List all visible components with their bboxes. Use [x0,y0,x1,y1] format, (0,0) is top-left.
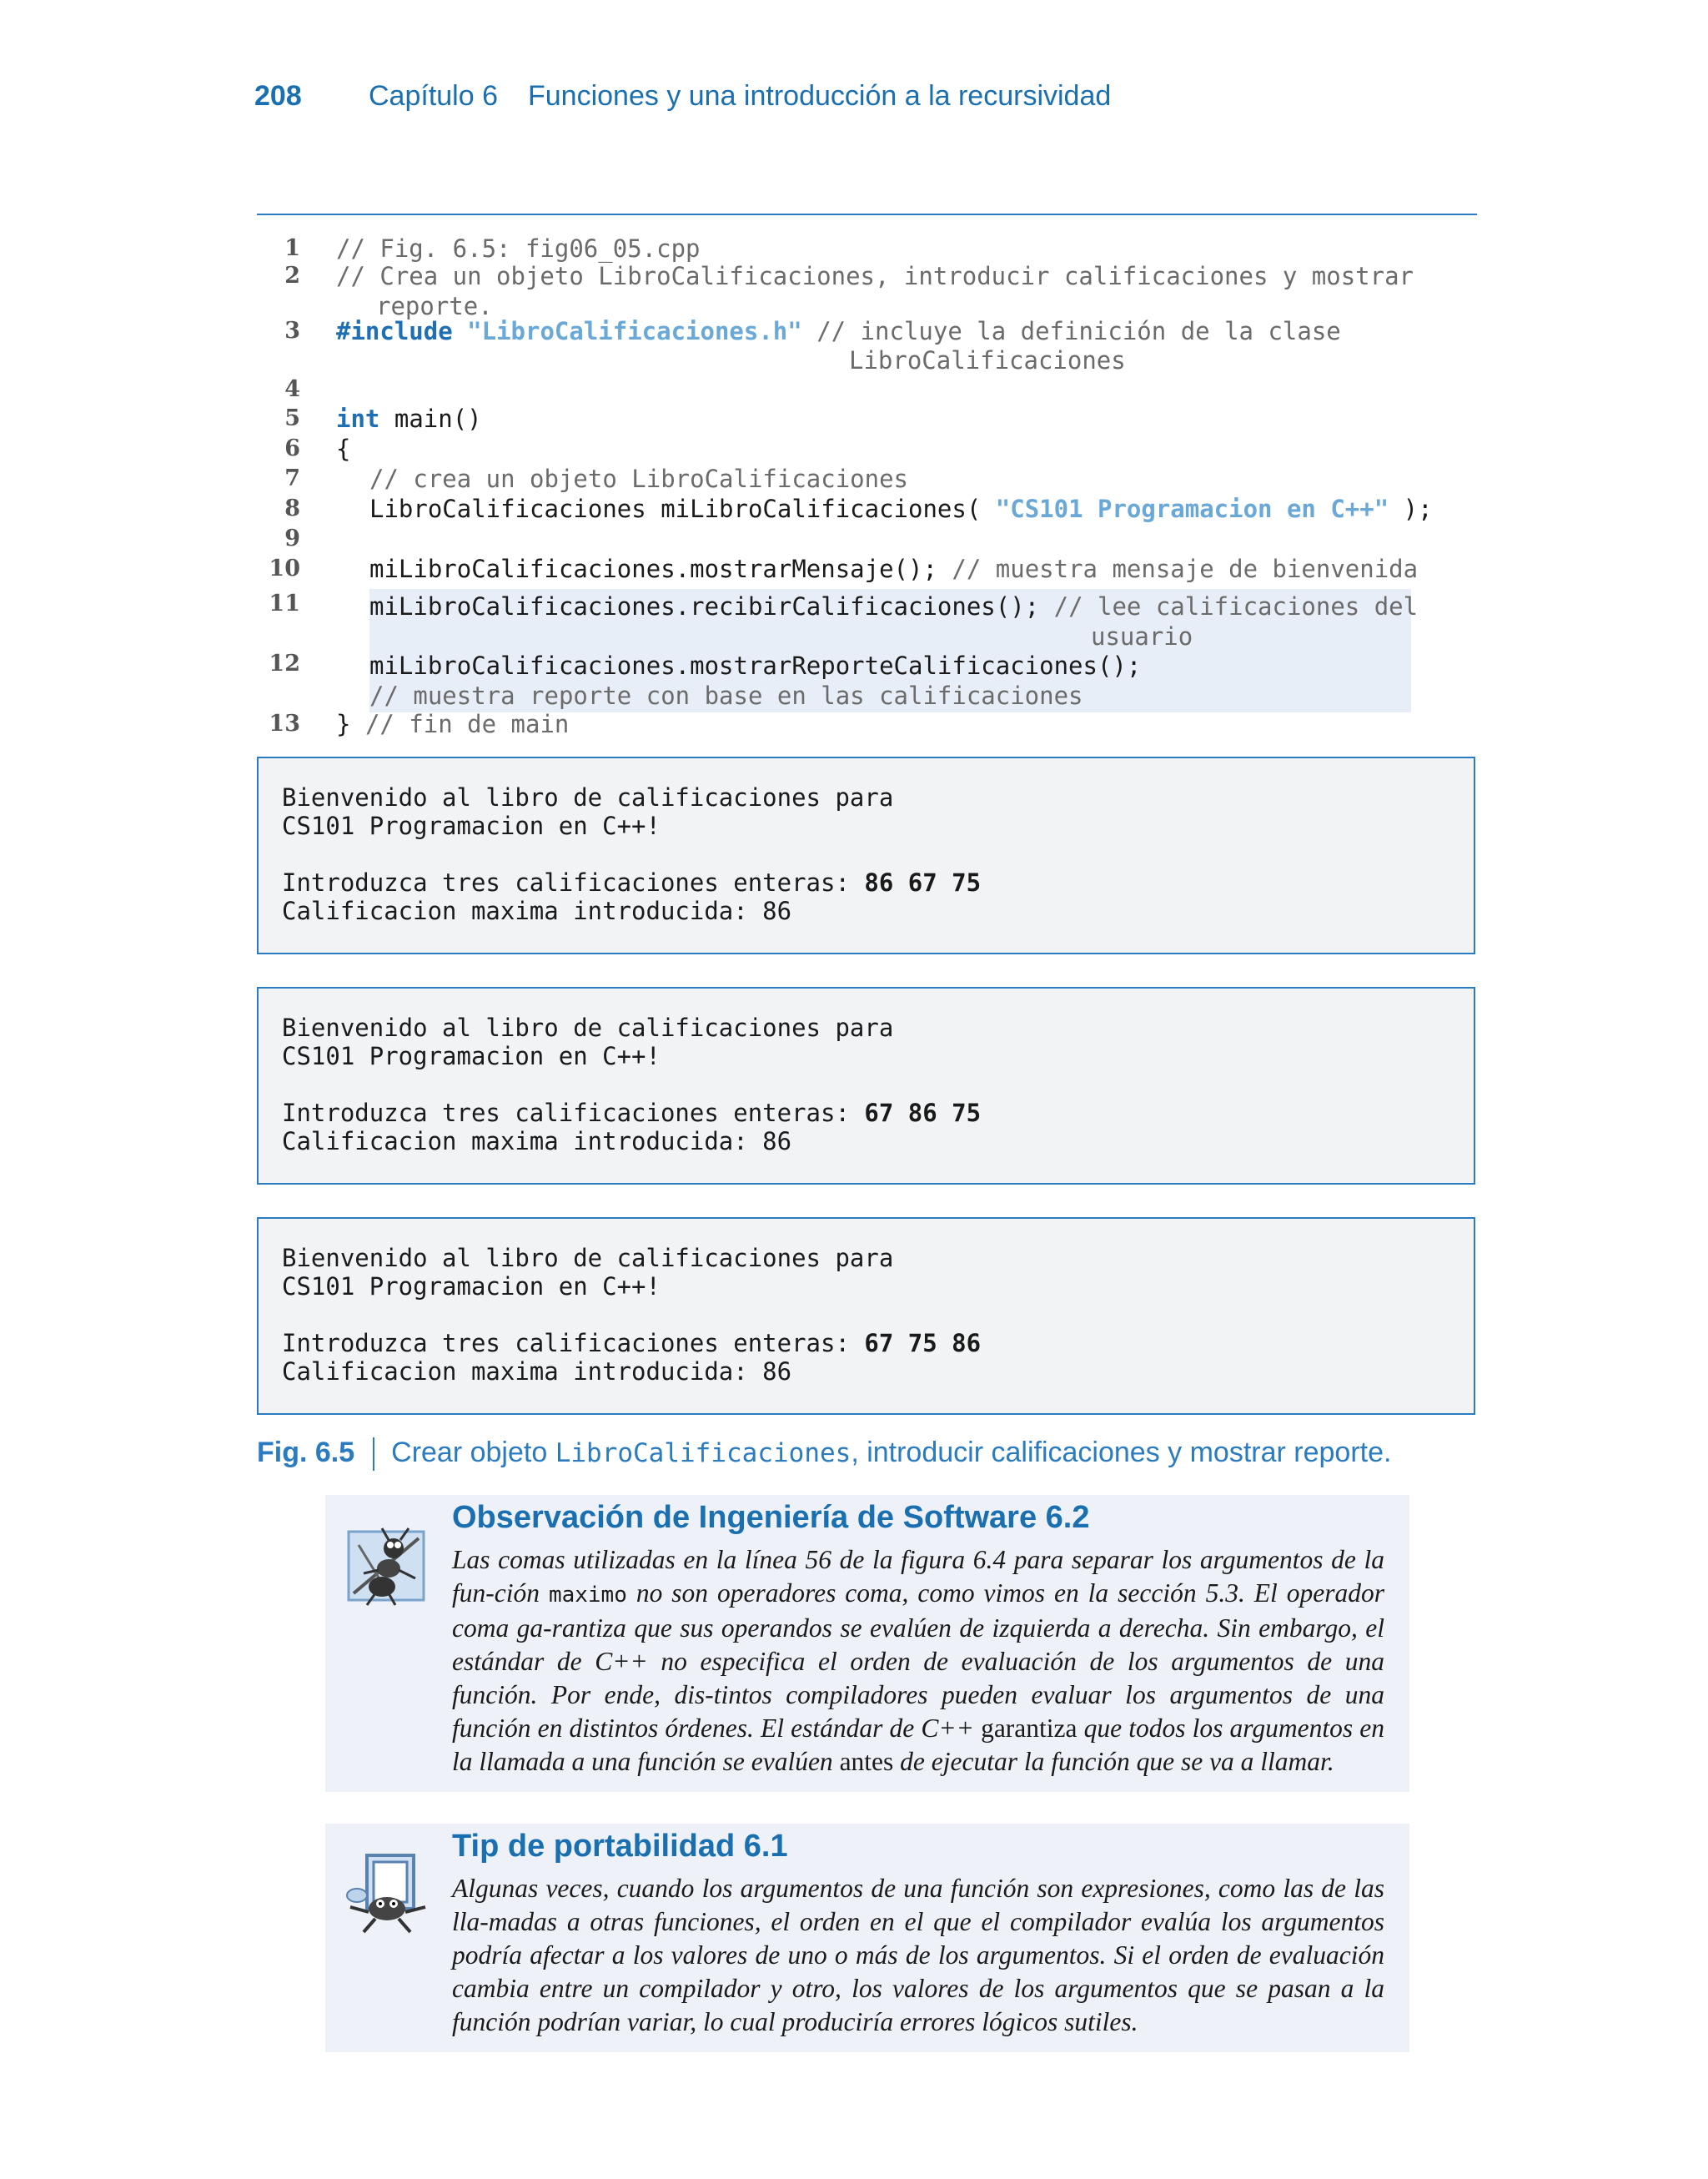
code-text: } [336,710,351,738]
output-line: Bienvenido al libro de calificaciones para [282,1014,894,1042]
portability-title: Tip de portabilidad 6.1 [452,1829,788,1864]
observation-text: que todos los argumentos en la llamada a una función se evalúen [452,1714,1384,1776]
code-keyword: int [336,405,380,433]
code-line-11-cont: usuario [1091,622,1193,651]
ant-engineer-icon [342,1520,434,1612]
observation-title: Observación de Ingeniería de Software 6.2 [452,1500,1090,1535]
page-number: 208 [254,80,302,112]
figure-caption [257,1437,1391,1471]
code-line-12: miLibroCalificaciones.mostrarReporteCalificaciones(); [369,652,1142,680]
code-comment: // fin de main [364,710,570,738]
observation-emphasis: antes [839,1747,894,1776]
code-text: main() [394,405,482,433]
output-line: Bienvenido al libro de calificaciones para [282,1244,894,1272]
code-comment: // muestra mensaje de bienvenida [952,555,1419,583]
line-number: 13 [269,711,300,737]
code-string: "CS101 Programacion en C++" [995,495,1389,523]
output-line [282,868,981,897]
code-line-13 [336,709,569,739]
line-number: 11 [269,591,300,616]
program-output-1 [257,757,1475,954]
caption-text: , introducir calificaciones y mostrar reporte. [851,1437,1392,1468]
code-text: miLibroCalificaciones.recibirCalificaciones(); [369,592,1040,621]
output-line: CS101 Programacion en C++! [282,1042,661,1070]
line-number: 7 [284,465,300,491]
code-text: LibroCalificaciones miLibroCalificaciones( [369,495,982,523]
line-number: 6 [284,435,300,461]
line-number: 1 [284,235,300,261]
line-number: 9 [284,526,300,551]
observation-code: maximo [548,1583,627,1608]
portability-body: Algunas veces, cuando los argumentos de una función son expresiones, como las de las lla-madas a otras funciones, el orden en el que el compilador evalúa los argumentos podría afectar a los valores de uno o más de los argumentos. Si el orden de evaluación cambia entre un compilador y otro, los valores de los argumentos que se pasan a la función podrían variar, lo cual produciría errores lógicos sutiles. [452,1874,1384,2036]
code-line-2: // Crea un objeto LibroCalificaciones, introducir calificaciones y mostrar [336,262,1414,290]
caption-code: LibroCalificaciones [555,1438,851,1468]
output-line: CS101 Programacion en C++! [282,1272,661,1301]
code-text: ); [1403,495,1433,523]
header-rule [257,214,1477,215]
output-prompt: Introduzca tres calificaciones enteras: [282,868,850,897]
observation-text: de ejecutar la función que se va a llamar. [893,1747,1334,1776]
program-output-2 [257,987,1475,1185]
code-line-8 [369,494,1433,524]
code-line-10 [369,554,1418,584]
output-line [282,1099,981,1127]
observation-text: no son operadores coma, como vimos en la sección 5.3. El operador coma ga-rantiza que sus operandos se evalúen de izquierda a derecha. Sin embargo, el estándar de C++ no especifica el orden de evaluación de los argumentos de una función. Por ende, dis-tintos compiladores pueden evaluar los argumentos de una función en distintos órdenes. El estándar de C++ [452,1578,1384,1743]
caption-text: Crear objeto [391,1437,548,1468]
code-line-11 [369,591,1418,621]
output-prompt: Introduzca tres calificaciones enteras: [282,1329,850,1357]
output-line: Calificacion maxima introducida: 86 [282,1127,792,1155]
code-line-6: { [336,435,351,463]
portability-tip-box [325,1824,1409,2052]
line-number: 12 [269,651,300,677]
observation-emphasis: garantiza [981,1714,1078,1743]
code-keyword: #include [336,317,453,345]
code-comment: // incluye la definición de la clase [816,317,1341,345]
output-line [282,1329,981,1357]
output-prompt: Introduzca tres calificaciones enteras: [282,1099,850,1127]
line-number: 4 [284,376,300,402]
code-line-2-cont: reporte. [376,292,493,320]
line-number: 3 [284,318,300,344]
output-input: 67 75 86 [864,1329,982,1357]
figure-label: Fig. 6.5 [257,1437,355,1468]
observation-text: Las comas utilizadas en la línea 56 de la figura 6.4 para separar los argumentos de la fun-ción [452,1545,1384,1608]
output-input: 67 86 75 [864,1099,982,1127]
output-input: 86 67 75 [864,868,982,897]
line-number: 2 [284,263,300,289]
running-header [369,80,1111,113]
chapter-title: Funciones y una introducción a la recursividad [528,80,1112,112]
output-line: Bienvenido al libro de calificaciones para [282,783,894,812]
observation-body [452,1543,1384,1779]
code-line-5 [336,404,482,434]
caption-divider [373,1437,374,1471]
code-line-12-cont: // muestra reporte con base en las calificaciones [369,682,1083,710]
code-line-3-cont: LibroCalificaciones [849,346,1126,375]
code-text: miLibroCalificaciones.mostrarMensaje(); [369,555,937,583]
bug-portability-icon [342,1849,434,1940]
chapter-label: Capítulo 6 [369,80,498,112]
output-line: Calificacion maxima introducida: 86 [282,897,792,925]
program-output-3 [257,1217,1475,1415]
code-line-3 [336,316,1341,346]
line-number: 5 [284,405,300,431]
line-number: 8 [284,496,300,521]
line-number: 10 [269,556,300,581]
output-line: Calificacion maxima introducida: 86 [282,1357,792,1386]
observation-box [325,1495,1409,1792]
code-line-7: // crea un objeto LibroCalificaciones [369,465,909,493]
code-comment: // lee calificaciones del [1053,592,1419,621]
code-line-1: // Fig. 6.5: fig06_05.cpp [336,234,701,263]
output-line: CS101 Programacion en C++! [282,812,661,840]
code-string: "LibroCalificaciones.h" [467,317,802,345]
